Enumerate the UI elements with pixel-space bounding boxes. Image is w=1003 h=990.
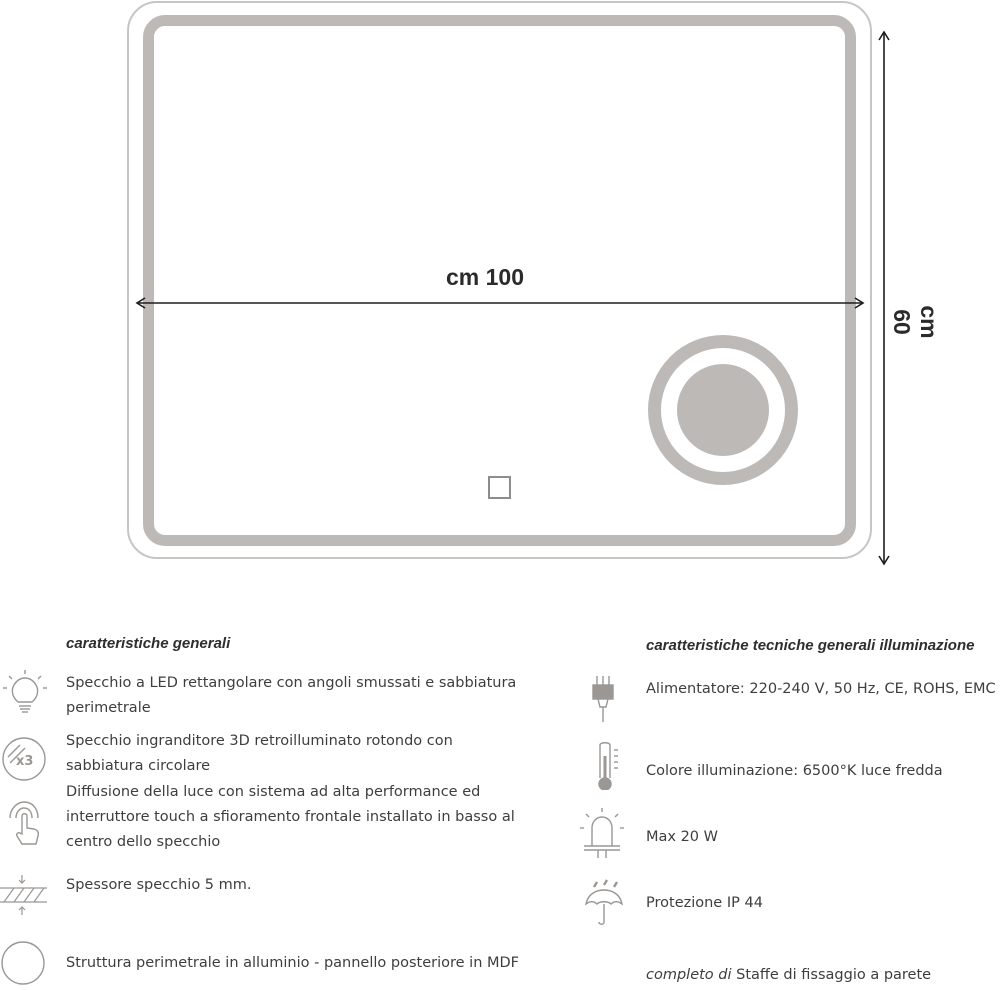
technical-item-text: Alimentatore: 220-240 V, 50 Hz, CE, ROHS, EMC — [646, 681, 996, 697]
general-item-text: Spessore specchio 5 mm. — [66, 877, 252, 893]
technical-item-text: Max 20 W — [646, 829, 718, 845]
height-dimension-label: cm 60 — [889, 305, 942, 339]
magnifier-x3-badge: x3 — [16, 754, 34, 769]
footer-text: Staffe di fissaggio a parete — [731, 967, 932, 983]
touch-hand-icon — [0, 798, 50, 848]
general-item-text: Diffusione della luce con sistema ad alta performance ed interruttore touch a sfioramento frontale installato in basso al centro dello specchio — [66, 784, 515, 850]
magnifier-lens — [677, 364, 769, 456]
height-dimension-arrow — [879, 32, 889, 564]
touch-switch-icon — [488, 476, 511, 499]
lightbulb-icon — [0, 668, 50, 718]
plug-icon — [578, 673, 628, 723]
circle-icon — [0, 940, 50, 990]
technical-footer — [646, 964, 931, 986]
technical-item-text: Protezione IP 44 — [646, 895, 763, 911]
general-item-text: Specchio ingranditore 3D retroilluminato rotondo con sabbiatura circolare — [66, 733, 453, 774]
technical-section-title: caratteristiche tecniche generali illuminazione — [646, 637, 975, 654]
technical-item-text: Colore illuminazione: 6500°K luce fredda — [646, 763, 943, 779]
general-section-title: caratteristiche generali — [66, 635, 231, 652]
general-item-text: Specchio a LED rettangolare con angoli smussati e sabbiatura perimetrale — [66, 675, 517, 716]
led-bulb-icon — [578, 808, 628, 858]
footer-prefix: completo di — [646, 967, 732, 983]
umbrella-icon — [580, 876, 630, 926]
thermometer-icon — [580, 740, 630, 790]
general-item-text: Struttura perimetrale in alluminio - pannello posteriore in MDF — [66, 955, 520, 971]
thickness-icon — [0, 871, 50, 921]
width-dimension-label: cm 100 — [445, 264, 524, 290]
